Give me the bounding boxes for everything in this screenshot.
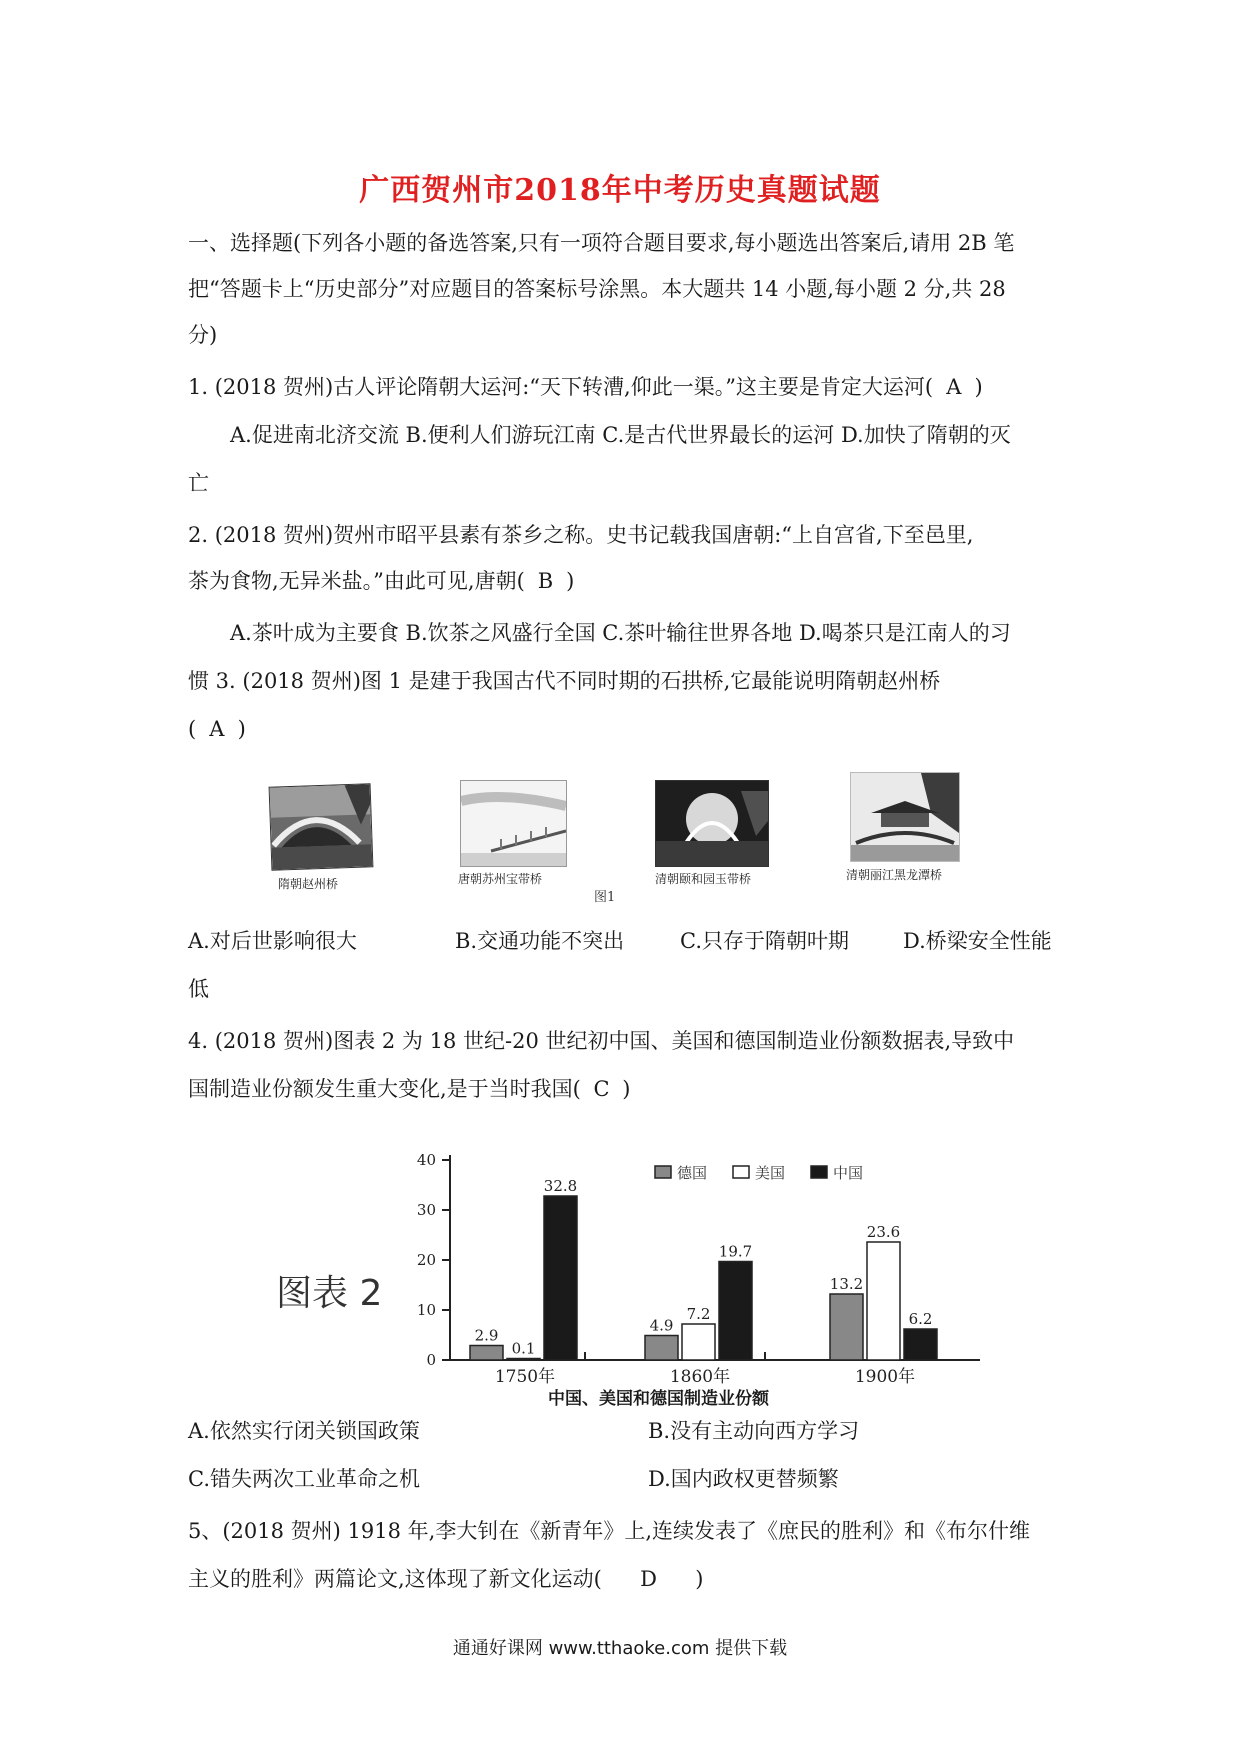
page-title: 广西贺州市2018年中考历史真题试题 — [359, 173, 881, 208]
legend-label: 中国 — [833, 1164, 864, 1182]
y-tick-label: 20 — [416, 1251, 436, 1269]
question-1-close: ) — [974, 375, 983, 399]
question-2-options-wrap: 惯 3. (2018 贺州)图 1 是建于我国古代不同时期的石拱桥,它最能说明隋朝赵州桥 — [188, 669, 941, 693]
question-3-open: ( — [188, 717, 197, 741]
legend-label: 德国 — [677, 1164, 708, 1182]
question-2-stem-line1: 2. (2018 贺州)贺州市昭平县素有茶乡之称。史书记载我国唐朝:“上自宫省,下至邑里, — [188, 523, 974, 547]
bar — [507, 1359, 540, 1361]
data-label: 6.2 — [908, 1310, 933, 1328]
bar — [830, 1294, 863, 1360]
data-label: 23.6 — [866, 1223, 901, 1241]
bridge-photo-image — [655, 780, 769, 867]
question-3-option-b: B.交通功能不突出 — [455, 929, 625, 953]
y-tick-label: 30 — [416, 1201, 436, 1219]
footer-source: 通通好课网 www.tthaoke.com 提供下载 — [452, 1638, 788, 1659]
section-instructions-line1: 一、选择题(下列各小题的备选答案,只有一项符合题目要求,每小题选出答案后,请用 2B 笔 — [188, 231, 1015, 255]
legend-swatch — [733, 1166, 749, 1178]
legend-swatch — [811, 1166, 827, 1178]
question-1-text: 1. (2018 贺州)古人评论隋朝大运河:“天下转漕,仰此一渠。”这主要是肯定大运河( — [188, 375, 934, 399]
data-label: 2.9 — [474, 1326, 499, 1345]
question-2-options: A.茶叶成为主要食 B.饮茶之风盛行全国 C.茶叶输往世界各地 D.喝茶只是江南人的习 — [230, 621, 1011, 645]
question-5-stem-line1: 5、(2018 贺州) 1918 年,李大钊在《新青年》上,连续发表了《庶民的胜利》和《布尔什维 — [188, 1519, 1031, 1543]
bridge-photo-image — [460, 780, 567, 867]
chart-figure-label: 图表 2 — [276, 1273, 383, 1314]
question-4-stem-line1: 4. (2018 贺州)图表 2 为 18 世纪-20 世纪初中国、美国和德国制造业份额数据表,导致中 — [188, 1029, 1015, 1053]
question-5-answer: D — [640, 1567, 657, 1591]
question-2-text: 茶为食物,无异米盐。”由此可见,唐朝( — [188, 569, 525, 593]
question-3-option-a: A.对后世影响很大 — [188, 929, 357, 953]
question-3-option-d: D.桥梁安全性能 — [903, 929, 1052, 953]
category-label: 1860年 — [669, 1367, 731, 1387]
figure-1-label: 图1 — [594, 890, 616, 905]
data-label: 7.2 — [686, 1305, 711, 1323]
question-5-close: ) — [695, 1567, 704, 1591]
question-2-close: ) — [566, 569, 575, 593]
data-label: 0.1 — [511, 1339, 536, 1358]
question-4-text: 国制造业份额发生重大变化,是于当时我国( — [188, 1077, 581, 1101]
section-instructions-line2: 把“答题卡上“历史部分”对应题目的答案标号涂黑。本大题共 14 小题,每小题 2 分,共 28 — [188, 277, 1006, 301]
bar — [904, 1329, 937, 1360]
bridge-photo-image — [850, 772, 960, 862]
legend-label: 美国 — [755, 1164, 786, 1182]
data-label: 19.7 — [718, 1242, 753, 1261]
question-3-close: ) — [237, 717, 246, 741]
question-1-stem — [188, 372, 1058, 402]
y-tick-label: 10 — [416, 1301, 436, 1319]
question-3-answer: A — [209, 717, 225, 741]
y-tick-label: 0 — [426, 1351, 436, 1369]
category-label: 1750年 — [494, 1367, 556, 1387]
data-label: 4.9 — [649, 1316, 674, 1335]
question-4-option-a: A.依然实行闭关锁国政策 — [188, 1419, 420, 1443]
data-label: 13.2 — [829, 1275, 864, 1293]
question-5-stem-line2 — [188, 1564, 1058, 1594]
bar — [544, 1196, 577, 1360]
photo-caption-3: 清朝颐和园玉带桥 — [655, 872, 752, 886]
bridge-photo-image — [269, 783, 374, 871]
bar — [470, 1346, 503, 1361]
bar — [682, 1324, 715, 1360]
question-4-answer: C — [593, 1077, 610, 1101]
section-instructions-line3: 分) — [188, 323, 218, 347]
question-2-stem-line2 — [188, 566, 1058, 596]
question-1-answer: A — [946, 375, 962, 399]
bar — [867, 1242, 900, 1360]
photo-caption-2: 唐朝苏州宝带桥 — [458, 872, 543, 886]
question-1-options: A.促进南北济交流 B.便利人们游玩江南 C.是古代世界最长的运河 D.加快了隋朝的灭 — [230, 423, 1011, 447]
question-4-stem-line2 — [188, 1074, 1058, 1104]
bar — [719, 1262, 752, 1361]
question-3-answer-line — [188, 714, 1058, 744]
y-tick-label: 40 — [416, 1151, 436, 1169]
question-4-close: ) — [622, 1077, 631, 1101]
photo-caption-4: 清朝丽江黑龙潭桥 — [846, 868, 943, 882]
chart-title: 中国、美国和德国制造业份额 — [548, 1389, 769, 1409]
category-label: 1900年 — [854, 1367, 916, 1387]
photo-caption-1: 隋朝赵州桥 — [278, 877, 339, 891]
bar — [645, 1336, 678, 1361]
question-4-option-c: C.错失两次工业革命之机 — [188, 1467, 420, 1491]
question-2-answer: B — [537, 569, 554, 593]
question-3-option-c: C.只存于隋朝叶期 — [680, 929, 849, 953]
manufacturing-share-chart — [390, 1140, 1010, 1390]
question-1-options-wrap: 亡 — [188, 471, 209, 495]
question-3-option-d-wrap: 低 — [188, 977, 209, 1001]
question-4-option-d: D.国内政权更替频繁 — [648, 1467, 839, 1491]
data-label: 32.8 — [543, 1177, 578, 1195]
question-5-text: 主义的胜利》两篇论文,这体现了新文化运动( — [188, 1567, 602, 1591]
question-4-option-b: B.没有主动向西方学习 — [648, 1419, 860, 1443]
legend-swatch — [655, 1166, 671, 1178]
